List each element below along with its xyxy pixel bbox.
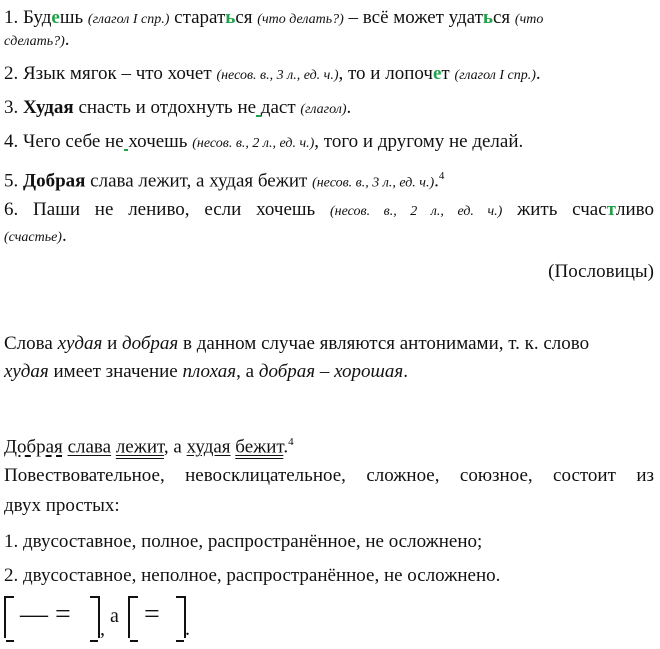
scheme-clause-1 (4, 596, 100, 638)
proverb-3 (4, 96, 654, 122)
text: шь (59, 7, 88, 28)
text: Слова (4, 333, 58, 354)
highlight-letter: т (606, 199, 616, 220)
italic-word: добрая (122, 333, 179, 354)
proverb-1-cont (4, 28, 654, 54)
highlight-letter: е (51, 7, 60, 28)
text: снасть и отдохнуть не (73, 97, 257, 118)
text: ся (492, 7, 515, 28)
grammar-note: (несов. в., 3 л., ед. ч.) (216, 68, 339, 83)
highlight-letter: е (432, 63, 442, 84)
analysis-description-cont: двух простых: (4, 495, 120, 516)
text: т (441, 63, 455, 84)
text: хочешь (128, 131, 193, 152)
text: . (535, 63, 541, 84)
text: 2. Язык мягок – что хочет (4, 63, 217, 84)
grammar-note: (что (514, 12, 544, 27)
italic-word: худая (4, 361, 49, 382)
analysis-item-1: 1. двусоставное, полное, распространённое, не осложнено; (4, 531, 483, 552)
scheme-members: — = (20, 599, 71, 630)
text: , того и другому не делай. (314, 131, 524, 152)
attribute-word: Добрая (4, 436, 63, 458)
text: . (403, 361, 408, 382)
text: 6. Паши не лениво, если хочешь (4, 199, 330, 220)
text: . (61, 225, 67, 246)
text: . (434, 170, 439, 192)
text: 3. (4, 97, 23, 118)
bold-word: Худая (23, 97, 74, 118)
grammar-note: (несов. в., 2 л., ед. ч.) (192, 136, 315, 151)
text: . (283, 436, 289, 458)
predicate-word: лежит (115, 436, 164, 458)
proverb-6-cont (4, 224, 654, 250)
source-label: (Пословицы) (548, 261, 654, 282)
scheme-clause-2 (128, 596, 186, 638)
grammar-note: (глагол I спр.) (87, 12, 170, 27)
footnote-mark: 4 (438, 170, 445, 182)
predicate-word: бежит (235, 436, 284, 458)
proverb-2 (4, 62, 654, 88)
proverb-6 (4, 198, 654, 224)
italic-word: худая (57, 333, 103, 354)
text: в данном случае являются антонимами, т. к. слово (178, 333, 590, 354)
text: , а (236, 361, 259, 382)
analysis-description: Повествовательное, невосклицательное, сложное, союзное, состоит из (4, 465, 654, 486)
text: 1. Буд (4, 7, 52, 28)
proverb-4 (4, 130, 654, 156)
italic-word: добрая – хорошая (258, 361, 404, 382)
text: имеет значение (48, 361, 183, 382)
text: и (102, 333, 122, 354)
explanation-line-1 (4, 332, 654, 356)
scheme-comma: , (100, 618, 105, 640)
grammar-note: (что делать?) (257, 12, 344, 27)
grammar-note: (глагол I спр.) (454, 68, 536, 83)
text: , а (163, 436, 187, 458)
scheme-conjunction: а (110, 605, 119, 627)
text: , то и лопоч (338, 63, 433, 84)
text: . (346, 97, 352, 118)
text: ливо (615, 199, 654, 220)
highlight-letter: ь (482, 7, 493, 28)
grammar-note: (несов. в., 3 л., ед. ч.) (312, 175, 435, 191)
text: 5. (4, 170, 23, 192)
footnote-mark: 4 (288, 436, 294, 448)
analysis-sentence (4, 430, 654, 459)
bold-word: Добрая (23, 170, 86, 192)
grammar-note: (несов. в., 2 л., ед. ч.) (330, 204, 503, 219)
space-mark (124, 131, 129, 152)
grammar-note: (глагол) (300, 102, 347, 117)
text: даст (260, 97, 301, 118)
italic-word: плохая (182, 361, 237, 382)
text: – всё может удат (343, 7, 483, 28)
explanation-line-2 (4, 360, 654, 384)
space-mark (256, 97, 261, 118)
grammar-note: (счастье) (4, 230, 62, 245)
scheme-members: = (144, 599, 160, 630)
analysis-item-2: 2. двусоставное, неполное, распространённое, не осложнено. (4, 565, 501, 586)
text: . (64, 29, 70, 50)
text: ся (235, 7, 258, 28)
proverb-5 (4, 164, 654, 195)
subject-word: слава (67, 436, 112, 458)
text: слава лежит, а худая бежит (85, 170, 313, 192)
highlight-letter: ь (225, 7, 236, 28)
text: 4. Чего себе не (4, 131, 124, 152)
subject-word: худая (186, 436, 231, 458)
scheme-period: . (185, 618, 190, 640)
text: старат (169, 7, 226, 28)
text: жить счас (502, 199, 607, 220)
grammar-note: сделать?) (4, 34, 65, 49)
